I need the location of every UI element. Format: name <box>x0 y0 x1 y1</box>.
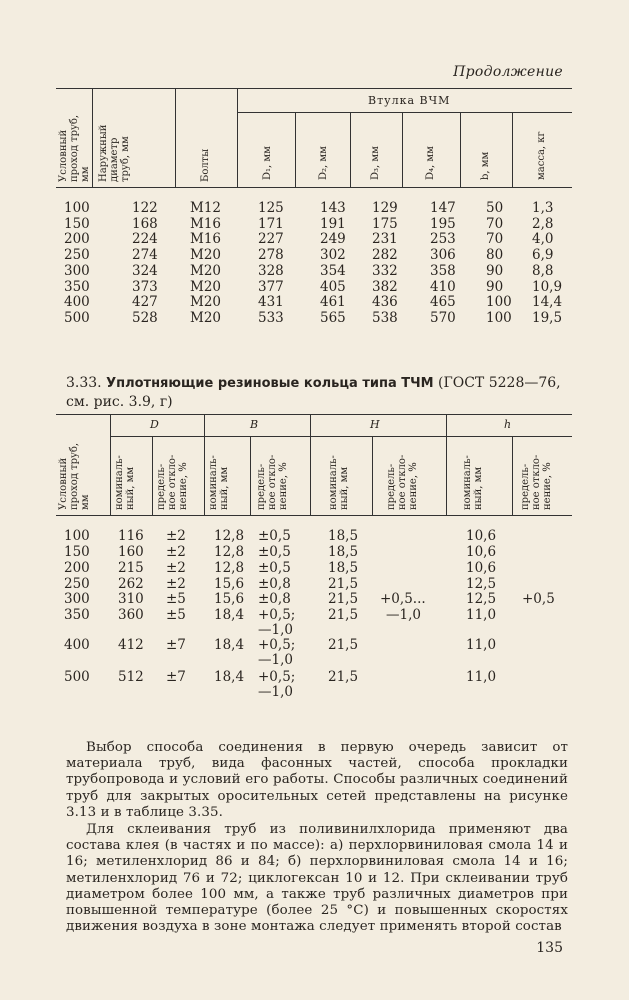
table-cell: ±0,8 <box>258 591 291 607</box>
t2-header-B: B <box>250 418 259 431</box>
t2-header-D: D <box>150 418 159 431</box>
table-cell: 122 <box>132 200 158 216</box>
t1-header-outer: Наружный диаметр труб, мм <box>98 124 131 182</box>
t1-header-group: Втулка ВЧМ <box>368 94 451 107</box>
table-cell: 10,6 <box>466 560 497 576</box>
table-cell: 500 <box>64 669 90 685</box>
table-row <box>0 294 629 310</box>
table-cell: 354 <box>320 262 346 279</box>
table-cell: —1,0 <box>258 622 293 638</box>
table-cell: М20 <box>190 247 222 264</box>
table-row <box>0 216 629 232</box>
table-row <box>0 560 629 576</box>
table-cell: 11,0 <box>466 669 497 685</box>
table-cell: ±2 <box>166 576 186 592</box>
table-cell: 15,6 <box>214 576 245 592</box>
caption-rest: (ГОСТ 5228—76, см. рис. 3.9, г) <box>66 375 561 410</box>
table-cell: 332 <box>372 262 398 279</box>
table-cell: 253 <box>430 231 456 248</box>
table-cell: М20 <box>190 262 222 279</box>
table-cell: 350 <box>64 607 90 623</box>
table-row <box>0 607 629 638</box>
table-cell: М16 <box>190 215 222 232</box>
table-cell: 12,5 <box>466 591 497 607</box>
running-head: Продолжение <box>453 64 563 80</box>
table-cell: 528 <box>132 309 158 326</box>
table-cell: 21,5 <box>328 637 359 653</box>
t2-header-h-dev: предель- ное откло- нение, % <box>520 454 553 510</box>
table-cell: 143 <box>320 200 346 216</box>
table-cell: 19,5 <box>532 309 563 326</box>
table-cell: 412 <box>118 637 144 653</box>
table-cell: 195 <box>430 215 456 232</box>
table-cell: 565 <box>320 309 346 326</box>
table-row <box>0 310 629 326</box>
table-cell: 70 <box>486 231 504 248</box>
table-row <box>0 200 629 216</box>
table-cell: 18,5 <box>328 560 359 576</box>
caption-number: 3.33. <box>66 375 102 391</box>
table-cell: 278 <box>258 247 284 264</box>
t1-header-d4: D₄, мм <box>425 146 436 180</box>
table-cell: 168 <box>132 215 158 232</box>
table-cell: 538 <box>372 309 398 326</box>
table-cell: 1,3 <box>532 200 554 216</box>
table-row <box>0 669 629 700</box>
table-cell: 436 <box>372 294 398 311</box>
table-cell: 100 <box>486 309 512 326</box>
table-cell: 175 <box>372 215 398 232</box>
t2-header-h-nom: номиналь- ный, мм <box>462 455 484 510</box>
table-cell: ±2 <box>166 528 186 544</box>
table-cell: 200 <box>64 560 90 576</box>
table-cell: —1,0 <box>258 684 293 700</box>
table-cell: —1,0 <box>258 652 293 668</box>
table-cell: ±0,5 <box>258 528 291 544</box>
table-cell: 200 <box>64 231 90 248</box>
table-row <box>0 576 629 592</box>
table-cell: 160 <box>118 544 144 560</box>
caption-title: Уплотняющие резиновые кольца типа ТЧМ <box>106 376 434 391</box>
table-cell: 324 <box>132 262 158 279</box>
table-cell: 18,4 <box>214 607 245 623</box>
table-cell: 410 <box>430 278 456 295</box>
table-cell: М16 <box>190 231 222 248</box>
t2-header-B-nom: номиналь- ный, мм <box>208 455 230 510</box>
table-cell: М12 <box>190 200 222 216</box>
table-cell: 150 <box>64 215 90 232</box>
table-cell: 100 <box>64 528 90 544</box>
t2-header-h: h <box>504 418 512 431</box>
table-cell: 302 <box>320 247 346 264</box>
table-cell: 70 <box>486 215 504 232</box>
t2-header-H-nom: номиналь- ный, мм <box>328 455 350 510</box>
table-cell: 461 <box>320 294 346 311</box>
table-cell: 382 <box>372 278 398 295</box>
table-cell: 8,8 <box>532 262 554 279</box>
table-cell: 262 <box>118 576 144 592</box>
table-cell: ±2 <box>166 560 186 576</box>
table-cell: 50 <box>486 200 504 216</box>
table-cell: 427 <box>132 294 158 311</box>
t2-header-D-nom: номиналь- ный, мм <box>114 455 136 510</box>
t1-header-d3: D₃, мм <box>370 146 381 180</box>
table-cell: 533 <box>258 309 284 326</box>
table-cell: ±7 <box>166 637 186 653</box>
table-cell: 274 <box>132 247 158 264</box>
table-cell: 358 <box>430 262 456 279</box>
t2-header-D-dev: предель- ное откло- нение, % <box>156 454 189 510</box>
t1-header-d2: D₂, мм <box>318 146 329 180</box>
table-cell: ±5 <box>166 607 186 623</box>
table-cell: ±5 <box>166 591 186 607</box>
table-cell: +0,5 <box>522 591 555 607</box>
table-cell: 360 <box>118 607 144 623</box>
table-cell: 250 <box>64 247 90 264</box>
t2-header-H: H <box>370 418 380 431</box>
table-cell: 10,6 <box>466 528 497 544</box>
t1-header-b: b, мм <box>480 151 491 180</box>
table-cell: 4,0 <box>532 231 554 248</box>
table-cell: ±0,5 <box>258 544 291 560</box>
table-cell: 21,5 <box>328 576 359 592</box>
table-cell: 400 <box>64 637 90 653</box>
table-cell: М20 <box>190 294 222 311</box>
table-cell: 282 <box>372 247 398 264</box>
t1-header-d1: D₁, мм <box>262 146 273 180</box>
table-row <box>0 247 629 263</box>
table-cell: 90 <box>486 278 504 295</box>
table-cell: 10,6 <box>466 544 497 560</box>
table-cell: 18,4 <box>214 669 245 685</box>
t2-header-H-dev: предель- ное откло- нение, % <box>386 454 419 510</box>
table-cell: 310 <box>118 591 144 607</box>
table-cell: 250 <box>64 576 90 592</box>
table-cell: 18,4 <box>214 637 245 653</box>
table-cell: 300 <box>64 262 90 279</box>
table-cell: 129 <box>372 200 398 216</box>
table-cell: +0,5; <box>258 637 296 653</box>
table-cell: 18,5 <box>328 544 359 560</box>
table-cell: 125 <box>258 200 284 216</box>
table-cell: 306 <box>430 247 456 264</box>
table-cell: 400 <box>64 294 90 311</box>
table-cell: 10,9 <box>532 278 563 295</box>
table-cell: 12,8 <box>214 560 245 576</box>
table-cell: 215 <box>118 560 144 576</box>
table-cell: ±7 <box>166 669 186 685</box>
table-cell: 11,0 <box>466 607 497 623</box>
table-cell: 191 <box>320 215 346 232</box>
table-cell: ±0,5 <box>258 560 291 576</box>
table-cell: 12,8 <box>214 544 245 560</box>
table-cell: ±2 <box>166 544 186 560</box>
table2-caption <box>66 374 566 412</box>
page-number: 135 <box>536 940 563 956</box>
table-cell: 11,0 <box>466 637 497 653</box>
table-cell: 12,5 <box>466 576 497 592</box>
table-cell: 14,4 <box>532 294 563 311</box>
table-cell: 15,6 <box>214 591 245 607</box>
table-row <box>0 279 629 295</box>
table-cell: 21,5 <box>328 591 359 607</box>
table-cell: 147 <box>430 200 456 216</box>
table-cell: 18,5 <box>328 528 359 544</box>
t1-header-bolts: Болты <box>200 148 211 182</box>
table-cell: 21,5 <box>328 607 359 623</box>
table-cell: 377 <box>258 278 284 295</box>
table-cell: 90 <box>486 262 504 279</box>
table-cell: 300 <box>64 591 90 607</box>
table-cell: М20 <box>190 309 222 326</box>
table-cell: +0,5... <box>380 591 426 607</box>
t2-header-dn: Условный проход труб, мм <box>58 442 91 510</box>
paragraph-2: Для склеивания труб из поливинилхлорида применяют два состава клея (в частях и по массе): а) перхлорвиниловая смола 14 и 16; метиленхлорид 86 и 84; б) перхлорвиниловая смола 14 и 16; метиленхлорид 76 и 72; циклогексан 10 и 12. При склеивании труб диаметром более 100 мм, а также труб различных диаметров при повышенной температуре (более 25 °С) и повышенных скоростях движения воздуха в зоне монтажа следует применять второй состав <box>66 822 568 935</box>
table-cell: 570 <box>430 309 456 326</box>
table-row <box>0 528 629 544</box>
table-cell: 150 <box>64 544 90 560</box>
table-cell: ±0,8 <box>258 576 291 592</box>
table-cell: 224 <box>132 231 158 248</box>
table-cell: 227 <box>258 231 284 248</box>
table-row <box>0 544 629 560</box>
table-cell: 171 <box>258 215 284 232</box>
table-cell: 21,5 <box>328 669 359 685</box>
table-cell: М20 <box>190 278 222 295</box>
table-cell: 373 <box>132 278 158 295</box>
table-cell: 350 <box>64 278 90 295</box>
table-row <box>0 637 629 668</box>
table-cell: 431 <box>258 294 284 311</box>
t1-header-mass: масса, кг <box>536 131 547 180</box>
t1-header-dn: Условный проход труб, мм <box>58 114 91 182</box>
table-cell: 249 <box>320 231 346 248</box>
table-cell: 465 <box>430 294 456 311</box>
table-cell: 512 <box>118 669 144 685</box>
table-cell: +0,5; <box>258 669 296 685</box>
table-cell: —1,0 <box>386 607 421 623</box>
table-cell: +0,5; <box>258 607 296 623</box>
table-cell: 405 <box>320 278 346 295</box>
table-cell: 231 <box>372 231 398 248</box>
t2-header-B-dev: предель- ное откло- нение, % <box>256 454 289 510</box>
table-cell: 100 <box>64 200 90 216</box>
table-row <box>0 231 629 247</box>
table-cell: 116 <box>118 528 144 544</box>
table-row <box>0 591 629 607</box>
table-cell: 100 <box>486 294 512 311</box>
table-cell: 500 <box>64 309 90 326</box>
table-row <box>0 263 629 279</box>
table-cell: 6,9 <box>532 247 554 264</box>
table-cell: 2,8 <box>532 215 554 232</box>
table-cell: 12,8 <box>214 528 245 544</box>
paragraph-1: Выбор способа соединения в первую очередь зависит от материала труб, вида фасонных частей, способа прокладки трубопровода и условий его работы. Способы различных соединений труб для закрытых оросительных сетей представлены на рисунке 3.13 и в таблице 3.35. <box>66 740 568 820</box>
table-cell: 80 <box>486 247 504 264</box>
table-cell: 328 <box>258 262 284 279</box>
